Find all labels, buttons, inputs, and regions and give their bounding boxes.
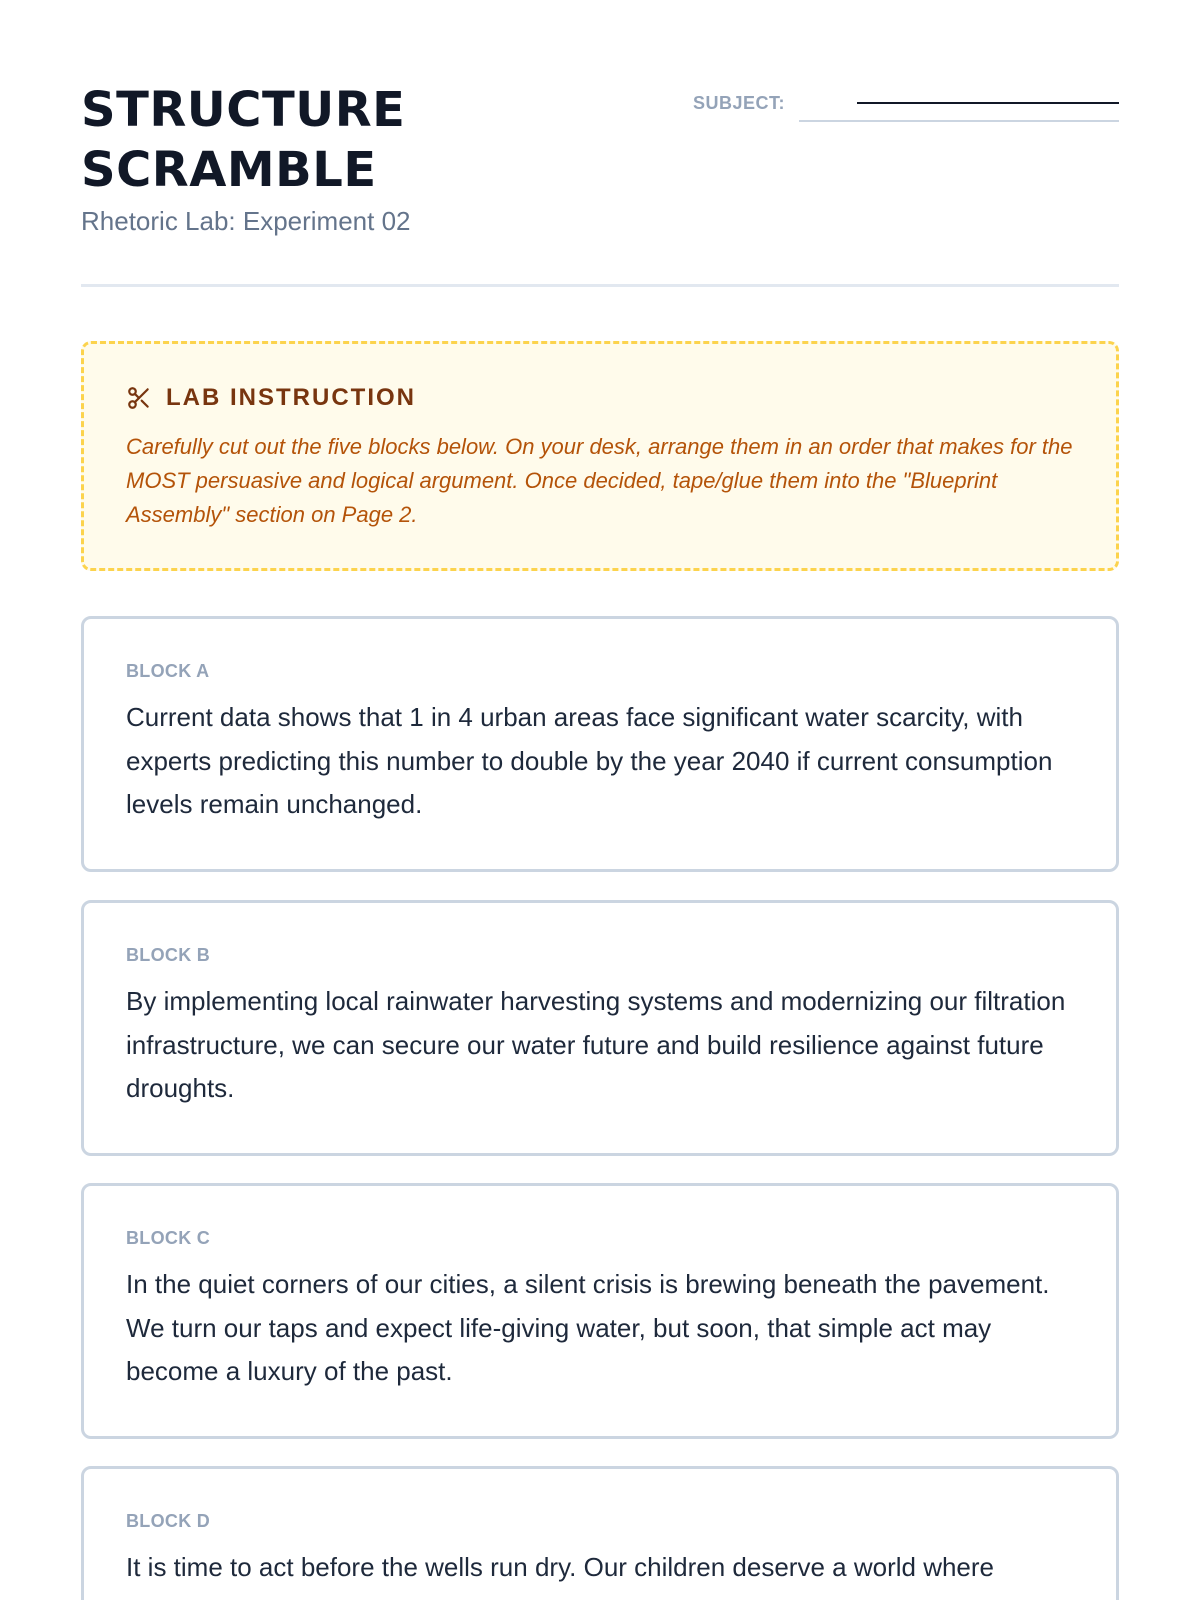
block-label: BLOCK C	[126, 1228, 211, 1248]
block-text: It is time to act before the wells run dry. Our children deserve a world where	[126, 1552, 995, 1582]
worksheet-header	[81, 80, 1119, 288]
instruction-header	[126, 384, 1074, 412]
block-text: By implementing local rainwater harvesting systems and modernizing our filtration infrastructure, we can secure our water future and build resilience against future droughts.	[126, 986, 1066, 1103]
instruction-text: Carefully cut out the five blocks below. On your desk, arrange them in an order that makes for the MOST persuasive and logical argument. Once decided, tape/glue them into the "Blueprint Assembly" section on Page 2.	[126, 434, 1073, 527]
title-line-2: SCRAMBLE	[81, 142, 377, 198]
header-divider	[81, 284, 1119, 287]
page-title	[81, 80, 501, 200]
lab-instruction-box	[81, 341, 1119, 571]
block-c-card	[81, 1183, 1119, 1439]
block-a-card	[81, 616, 1119, 872]
subject-field	[693, 90, 1119, 122]
block-text: Current data shows that 1 in 4 urban areas face significant water scarcity, with experts predicting this number to double by the year 2040 if current consumption levels remain unchanged.	[126, 702, 1053, 819]
subject-blank	[857, 102, 1119, 104]
block-label: BLOCK A	[126, 661, 210, 681]
instruction-title: LAB INSTRUCTION	[166, 384, 416, 411]
block-d-card	[81, 1466, 1119, 1600]
subject-label: SUBJECT:	[692, 93, 785, 113]
block-label: BLOCK D	[126, 1511, 211, 1531]
subject-input-line[interactable]	[799, 90, 1119, 122]
block-b-card	[81, 900, 1119, 1156]
scissors-icon	[126, 385, 152, 411]
block-text: In the quiet corners of our cities, a silent crisis is brewing beneath the pavement. We turn our taps and expect life-giving water, but soon, that simple act may become a luxury of the past.	[126, 1269, 1050, 1386]
block-label: BLOCK B	[126, 945, 211, 965]
page-subtitle: Rhetoric Lab: Experiment 02	[81, 206, 411, 236]
title-line-1: STRUCTURE	[81, 82, 406, 138]
